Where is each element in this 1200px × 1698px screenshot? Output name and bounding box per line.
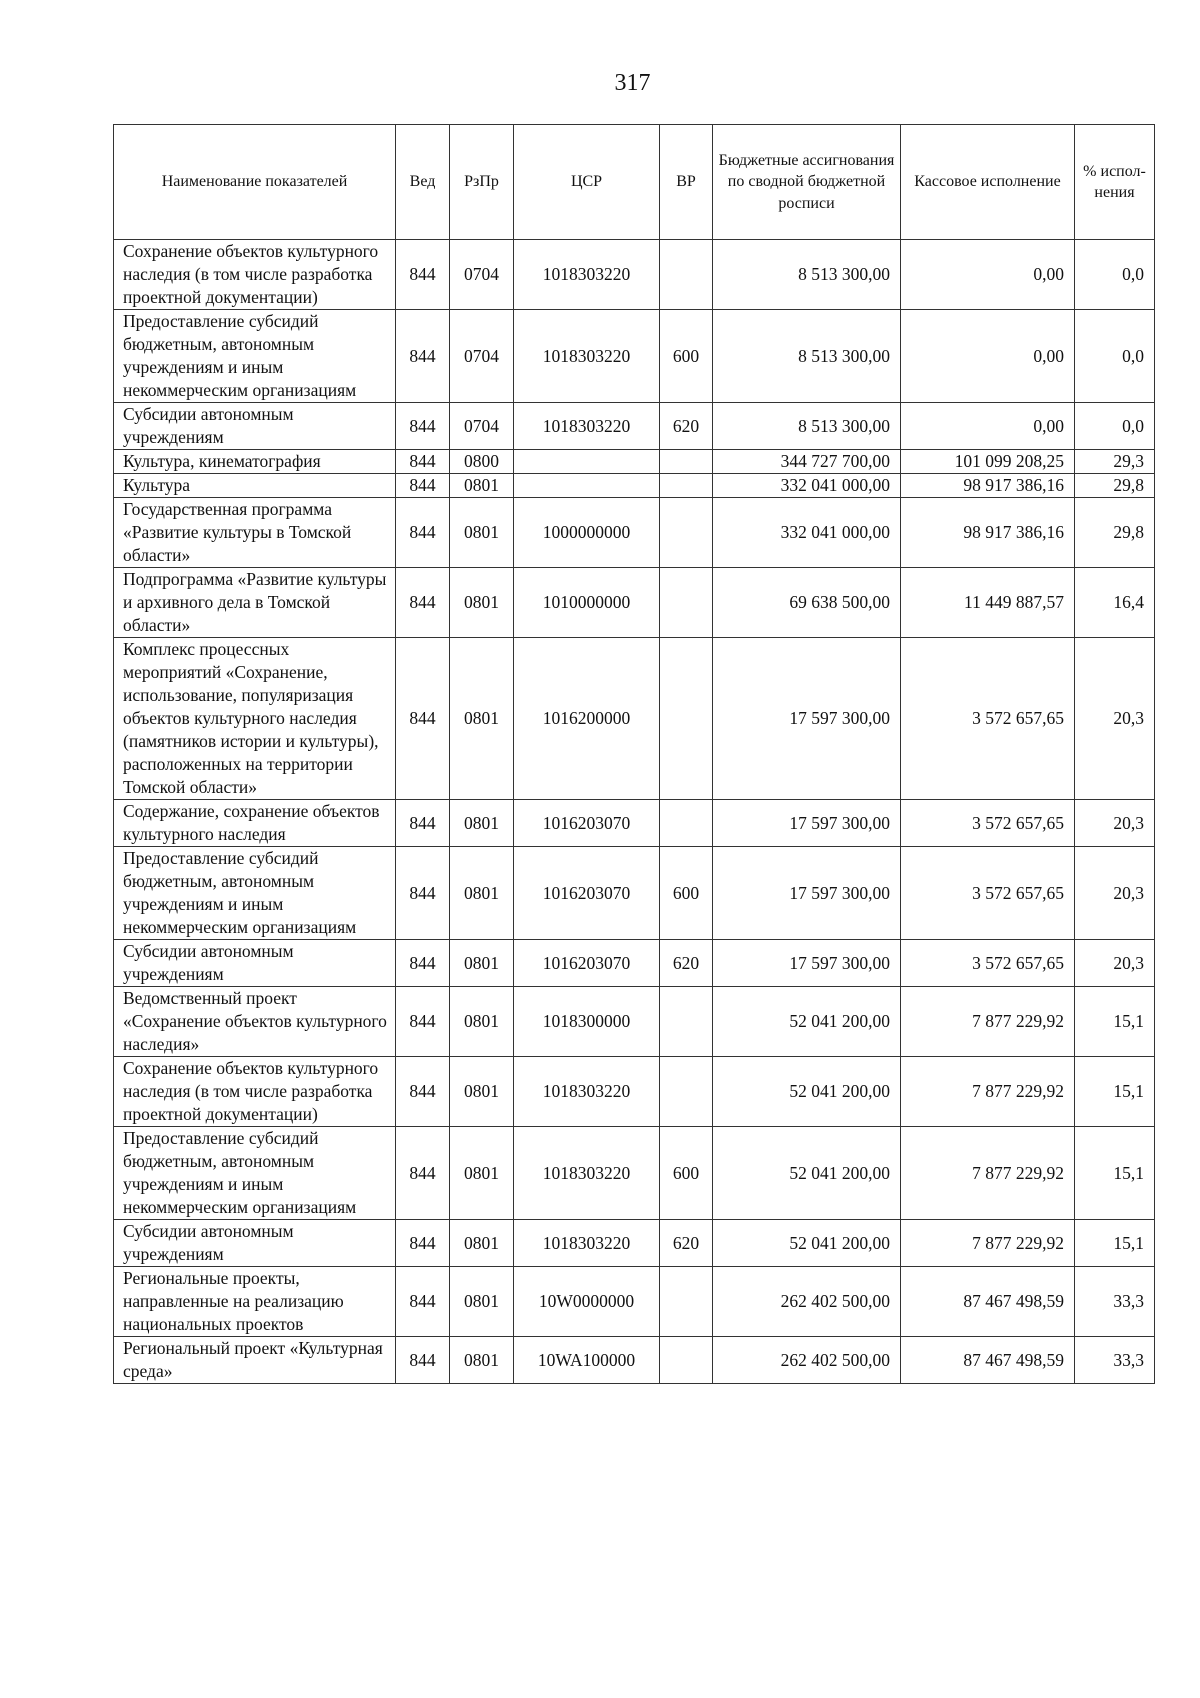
table-row bbox=[114, 940, 1155, 987]
table-row bbox=[114, 1337, 1155, 1384]
cell-vr: 600 bbox=[660, 847, 713, 940]
cell-cash: 87 467 498,59 bbox=[901, 1267, 1075, 1337]
cell-csr: 1000000000 bbox=[514, 498, 660, 568]
table-row bbox=[114, 1127, 1155, 1220]
cell-ved: 844 bbox=[396, 940, 450, 987]
table-row bbox=[114, 403, 1155, 450]
cell-ved: 844 bbox=[396, 240, 450, 310]
cell-cash: 0,00 bbox=[901, 240, 1075, 310]
cell-vr: 620 bbox=[660, 940, 713, 987]
cell-vr bbox=[660, 498, 713, 568]
cell-budget: 17 597 300,00 bbox=[713, 940, 901, 987]
cell-budget: 262 402 500,00 bbox=[713, 1267, 901, 1337]
cell-rzpr: 0801 bbox=[450, 1057, 514, 1127]
table-row bbox=[114, 1267, 1155, 1337]
cell-budget: 52 041 200,00 bbox=[713, 1220, 901, 1267]
cell-rzpr: 0801 bbox=[450, 1267, 514, 1337]
header-percent: % испол-нения bbox=[1075, 125, 1155, 240]
cell-name: Культура, кинематография bbox=[114, 450, 396, 474]
cell-rzpr: 0704 bbox=[450, 310, 514, 403]
cell-name: Государственная программа «Развитие культуры в Томской области» bbox=[114, 498, 396, 568]
cell-cash: 98 917 386,16 bbox=[901, 498, 1075, 568]
table-row bbox=[114, 568, 1155, 638]
cell-cash: 7 877 229,92 bbox=[901, 1220, 1075, 1267]
table-row bbox=[114, 1220, 1155, 1267]
cell-name: Региональные проекты, направленные на реализацию национальных проектов bbox=[114, 1267, 396, 1337]
cell-cash: 0,00 bbox=[901, 403, 1075, 450]
cell-rzpr: 0801 bbox=[450, 940, 514, 987]
cell-percent: 15,1 bbox=[1075, 1127, 1155, 1220]
cell-ved: 844 bbox=[396, 450, 450, 474]
cell-vr bbox=[660, 1057, 713, 1127]
cell-percent: 33,3 bbox=[1075, 1267, 1155, 1337]
header-cash: Кассовое исполнение bbox=[901, 125, 1075, 240]
cell-budget: 17 597 300,00 bbox=[713, 847, 901, 940]
table-row bbox=[114, 474, 1155, 498]
cell-name: Культура bbox=[114, 474, 396, 498]
cell-budget: 52 041 200,00 bbox=[713, 987, 901, 1057]
cell-vr bbox=[660, 474, 713, 498]
cell-cash: 0,00 bbox=[901, 310, 1075, 403]
header-name: Наименование показателей bbox=[114, 125, 396, 240]
cell-vr bbox=[660, 987, 713, 1057]
header-ved: Вед bbox=[396, 125, 450, 240]
cell-name: Предоставление субсидий бюджетным, автономным учреждениям и иным некоммерческим организациям bbox=[114, 310, 396, 403]
cell-ved: 844 bbox=[396, 638, 450, 800]
cell-budget: 8 513 300,00 bbox=[713, 403, 901, 450]
cell-cash: 3 572 657,65 bbox=[901, 800, 1075, 847]
cell-percent: 15,1 bbox=[1075, 1220, 1155, 1267]
cell-budget: 332 041 000,00 bbox=[713, 474, 901, 498]
cell-cash: 3 572 657,65 bbox=[901, 638, 1075, 800]
cell-budget: 17 597 300,00 bbox=[713, 800, 901, 847]
cell-ved: 844 bbox=[396, 987, 450, 1057]
cell-ved: 844 bbox=[396, 1267, 450, 1337]
cell-budget: 344 727 700,00 bbox=[713, 450, 901, 474]
table-row bbox=[114, 847, 1155, 940]
table-row bbox=[114, 310, 1155, 403]
table-row bbox=[114, 987, 1155, 1057]
cell-vr bbox=[660, 1337, 713, 1384]
cell-csr: 1016203070 bbox=[514, 847, 660, 940]
cell-cash: 3 572 657,65 bbox=[901, 847, 1075, 940]
cell-rzpr: 0801 bbox=[450, 1337, 514, 1384]
cell-vr bbox=[660, 800, 713, 847]
cell-percent: 29,8 bbox=[1075, 474, 1155, 498]
cell-ved: 844 bbox=[396, 1220, 450, 1267]
cell-percent: 20,3 bbox=[1075, 800, 1155, 847]
cell-budget: 262 402 500,00 bbox=[713, 1337, 901, 1384]
cell-name: Содержание, сохранение объектов культурного наследия bbox=[114, 800, 396, 847]
table-row bbox=[114, 498, 1155, 568]
cell-budget: 17 597 300,00 bbox=[713, 638, 901, 800]
cell-rzpr: 0801 bbox=[450, 498, 514, 568]
cell-csr: 1018303220 bbox=[514, 240, 660, 310]
table-row bbox=[114, 450, 1155, 474]
cell-csr: 10W0000000 bbox=[514, 1267, 660, 1337]
cell-csr: 1018303220 bbox=[514, 1057, 660, 1127]
cell-rzpr: 0801 bbox=[450, 1127, 514, 1220]
page-number: 317 bbox=[614, 70, 651, 96]
cell-percent: 16,4 bbox=[1075, 568, 1155, 638]
cell-ved: 844 bbox=[396, 1057, 450, 1127]
cell-vr: 620 bbox=[660, 1220, 713, 1267]
cell-rzpr: 0801 bbox=[450, 847, 514, 940]
cell-rzpr: 0801 bbox=[450, 987, 514, 1057]
cell-csr: 1018303220 bbox=[514, 310, 660, 403]
table-row bbox=[114, 1057, 1155, 1127]
cell-cash: 3 572 657,65 bbox=[901, 940, 1075, 987]
cell-csr: 1016203070 bbox=[514, 800, 660, 847]
cell-name: Предоставление субсидий бюджетным, автономным учреждениям и иным некоммерческим организациям bbox=[114, 847, 396, 940]
cell-vr bbox=[660, 450, 713, 474]
cell-vr bbox=[660, 240, 713, 310]
cell-vr: 600 bbox=[660, 1127, 713, 1220]
cell-cash: 11 449 887,57 bbox=[901, 568, 1075, 638]
cell-rzpr: 0801 bbox=[450, 800, 514, 847]
table-row bbox=[114, 638, 1155, 800]
cell-csr: 1016200000 bbox=[514, 638, 660, 800]
cell-percent: 20,3 bbox=[1075, 847, 1155, 940]
cell-rzpr: 0704 bbox=[450, 240, 514, 310]
header-csr: ЦСР bbox=[514, 125, 660, 240]
cell-csr bbox=[514, 474, 660, 498]
cell-rzpr: 0801 bbox=[450, 474, 514, 498]
cell-cash: 87 467 498,59 bbox=[901, 1337, 1075, 1384]
cell-rzpr: 0801 bbox=[450, 638, 514, 800]
cell-ved: 844 bbox=[396, 800, 450, 847]
cell-ved: 844 bbox=[396, 1127, 450, 1220]
table-row bbox=[114, 800, 1155, 847]
cell-cash: 7 877 229,92 bbox=[901, 987, 1075, 1057]
cell-cash: 7 877 229,92 bbox=[901, 1127, 1075, 1220]
cell-budget: 332 041 000,00 bbox=[713, 498, 901, 568]
cell-percent: 0,0 bbox=[1075, 403, 1155, 450]
cell-percent: 33,3 bbox=[1075, 1337, 1155, 1384]
cell-rzpr: 0704 bbox=[450, 403, 514, 450]
cell-rzpr: 0801 bbox=[450, 568, 514, 638]
table-row bbox=[114, 240, 1155, 310]
header-rzpr: РзПр bbox=[450, 125, 514, 240]
cell-vr: 600 bbox=[660, 310, 713, 403]
cell-name: Сохранение объектов культурного наследия (в том числе разработка проектной документации) bbox=[114, 1057, 396, 1127]
cell-name: Ведомственный проект «Сохранение объектов культурного наследия» bbox=[114, 987, 396, 1057]
cell-ved: 844 bbox=[396, 847, 450, 940]
cell-vr: 620 bbox=[660, 403, 713, 450]
cell-percent: 15,1 bbox=[1075, 987, 1155, 1057]
cell-name: Региональный проект «Культурная среда» bbox=[114, 1337, 396, 1384]
cell-cash: 98 917 386,16 bbox=[901, 474, 1075, 498]
cell-csr: 1010000000 bbox=[514, 568, 660, 638]
cell-ved: 844 bbox=[396, 310, 450, 403]
cell-name: Субсидии автономным учреждениям bbox=[114, 940, 396, 987]
cell-cash: 101 099 208,25 bbox=[901, 450, 1075, 474]
budget-execution-table bbox=[113, 124, 1155, 1384]
cell-percent: 29,3 bbox=[1075, 450, 1155, 474]
cell-vr bbox=[660, 1267, 713, 1337]
cell-csr: 1018303220 bbox=[514, 1127, 660, 1220]
cell-vr bbox=[660, 638, 713, 800]
cell-name: Подпрограмма «Развитие культуры и архивного дела в Томской области» bbox=[114, 568, 396, 638]
cell-name: Предоставление субсидий бюджетным, автономным учреждениям и иным некоммерческим организациям bbox=[114, 1127, 396, 1220]
cell-csr: 1018303220 bbox=[514, 1220, 660, 1267]
cell-csr: 10WA100000 bbox=[514, 1337, 660, 1384]
cell-ved: 844 bbox=[396, 498, 450, 568]
cell-csr: 1018303220 bbox=[514, 403, 660, 450]
cell-csr bbox=[514, 450, 660, 474]
header-budget: Бюджетные ассигнования по сводной бюджетной росписи bbox=[713, 125, 901, 240]
cell-csr: 1018300000 bbox=[514, 987, 660, 1057]
cell-cash: 7 877 229,92 bbox=[901, 1057, 1075, 1127]
cell-budget: 8 513 300,00 bbox=[713, 310, 901, 403]
cell-budget: 8 513 300,00 bbox=[713, 240, 901, 310]
header-vr: ВР bbox=[660, 125, 713, 240]
cell-percent: 20,3 bbox=[1075, 638, 1155, 800]
cell-name: Субсидии автономным учреждениям bbox=[114, 403, 396, 450]
cell-budget: 52 041 200,00 bbox=[713, 1057, 901, 1127]
cell-name: Субсидии автономным учреждениям bbox=[114, 1220, 396, 1267]
cell-percent: 20,3 bbox=[1075, 940, 1155, 987]
cell-percent: 0,0 bbox=[1075, 240, 1155, 310]
cell-rzpr: 0801 bbox=[450, 1220, 514, 1267]
cell-percent: 0,0 bbox=[1075, 310, 1155, 403]
cell-budget: 52 041 200,00 bbox=[713, 1127, 901, 1220]
cell-csr: 1016203070 bbox=[514, 940, 660, 987]
cell-vr bbox=[660, 568, 713, 638]
cell-ved: 844 bbox=[396, 1337, 450, 1384]
cell-rzpr: 0800 bbox=[450, 450, 514, 474]
table-body bbox=[114, 240, 1155, 1384]
table-header-row bbox=[114, 125, 1155, 240]
cell-ved: 844 bbox=[396, 474, 450, 498]
cell-name: Комплекс процессных мероприятий «Сохранение, использование, популяризация объектов культурного наследия (памятников истории и культуры), расположенных на территории Томской области» bbox=[114, 638, 396, 800]
cell-percent: 29,8 bbox=[1075, 498, 1155, 568]
cell-budget: 69 638 500,00 bbox=[713, 568, 901, 638]
cell-name: Сохранение объектов культурного наследия (в том числе разработка проектной документации) bbox=[114, 240, 396, 310]
cell-ved: 844 bbox=[396, 403, 450, 450]
cell-percent: 15,1 bbox=[1075, 1057, 1155, 1127]
cell-ved: 844 bbox=[396, 568, 450, 638]
